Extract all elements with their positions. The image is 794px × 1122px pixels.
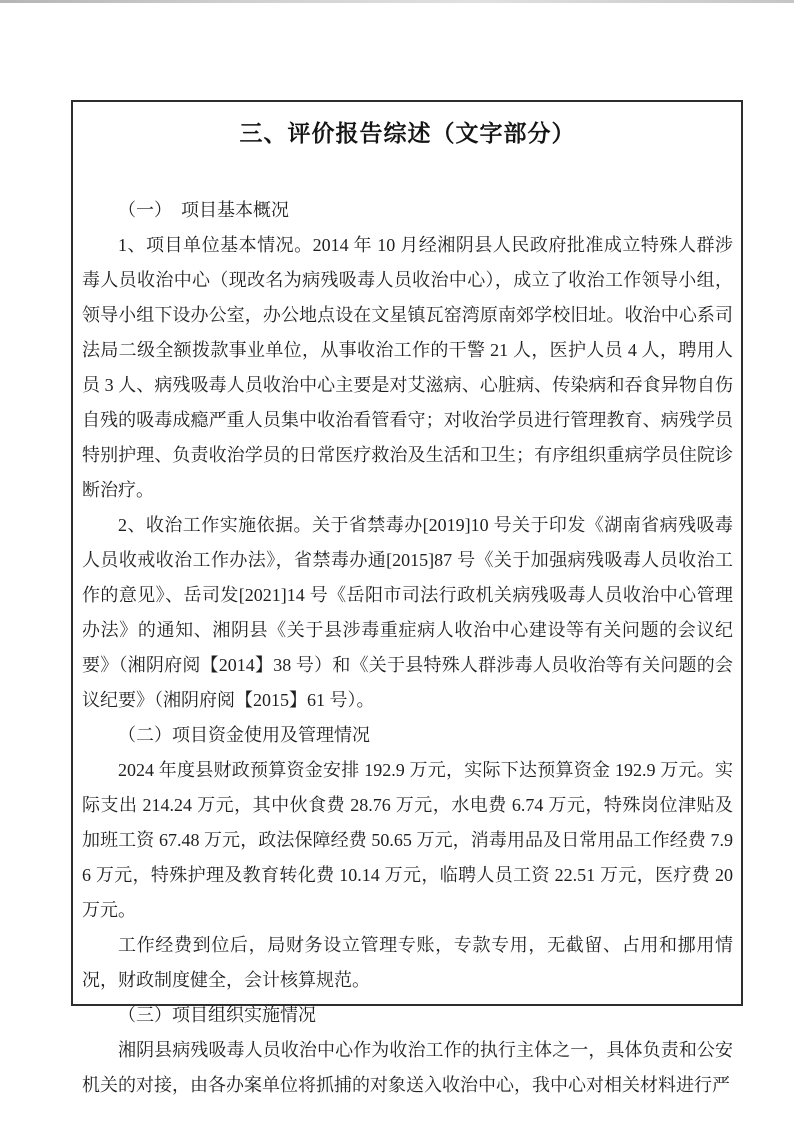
paragraph-unit-basic-info: 1、项目单位基本情况。2014 年 10 月经湘阴县人民政府批准成立特殊人群涉毒人员收治中心（现改名为病残吸毒人员收治中心），成立了收治工作领导小组，领导小组下设办公室，办公地点设在文星镇瓦窑湾原南郊学校旧址。收治中心系司法局二级全额拨款事业单位，从事收治工作的干警 21 人，医护人员 4 人，聘用人员 3 人、病残吸毒人员收治中心主要是对艾滋病、心脏病、传染病和吞食异物自伤自残的吸毒成瘾严重人员集中收治看管看守；对收治学员进行管理教育、病残学员特别护理、负责收治学员的日常医疗救治及生活和卫生；有序组织重病学员住院诊断治疗。 [82, 235, 733, 500]
document-table-frame [71, 100, 743, 1095]
report-body [82, 193, 733, 1103]
paragraph-fund-management: 工作经费到位后，局财务设立管理专账，专款专用，无截留、占用和挪用情况，财政制度健全，会计核算规范。 [82, 935, 733, 990]
paragraph-implementation-basis: 2、收治工作实施依据。关于省禁毒办[2019]10 号关于印发《湖南省病残吸毒人员收戒收治工作办法》，省禁毒办通[2015]87 号《关于加强病残吸毒人员收治工作的意见》、岳司发[2021]14 号《岳阳市司法行政机关病残吸毒人员收治中心管理办法》的通知、湘阴县《关于县涉毒重症病人收治中心建设等有关问题的会议纪要》（湘阴府阅【2014】38 号）和《关于县特殊人群涉毒人员收治等有关问题的会议纪要》（湘阴府阅【2015】61 号）。 [82, 515, 733, 710]
paragraph-implementation-body: 湘阴县病残吸毒人员收治中心作为收治工作的执行主体之一，具体负责和公安机关的对接，由各办案单位将抓捕的对象送入收治中心，我中心对相关材料进行严 [82, 1040, 733, 1095]
section-heading-project-overview: （一） 项目基本概况 [118, 200, 289, 220]
scan-artifact-top-edge [0, 0, 794, 3]
report-section-title: 三、评价报告综述（文字部分） [239, 121, 576, 146]
section-heading-organization-implementation: （三）项目组织实施情况 [118, 1005, 316, 1025]
paragraph-budget-expenditure: 2024 年度县财政预算资金安排 192.9 万元，实际下达预算资金 192.9 万元。实际支出 214.24 万元，其中伙食费 28.76 万元，水电费 6.74 万元，特殊岗位津贴及加班工资 67.48 万元，政法保障经费 50.65 万元，消毒用品及日常用品工作经费 7.96 万元，特殊护理及教育转化费 10.14 万元，临聘人员工资 22.51 万元，医疗费 20 万元。 [82, 760, 733, 920]
section-heading-funds-usage: （二）项目资金使用及管理情况 [118, 725, 370, 745]
